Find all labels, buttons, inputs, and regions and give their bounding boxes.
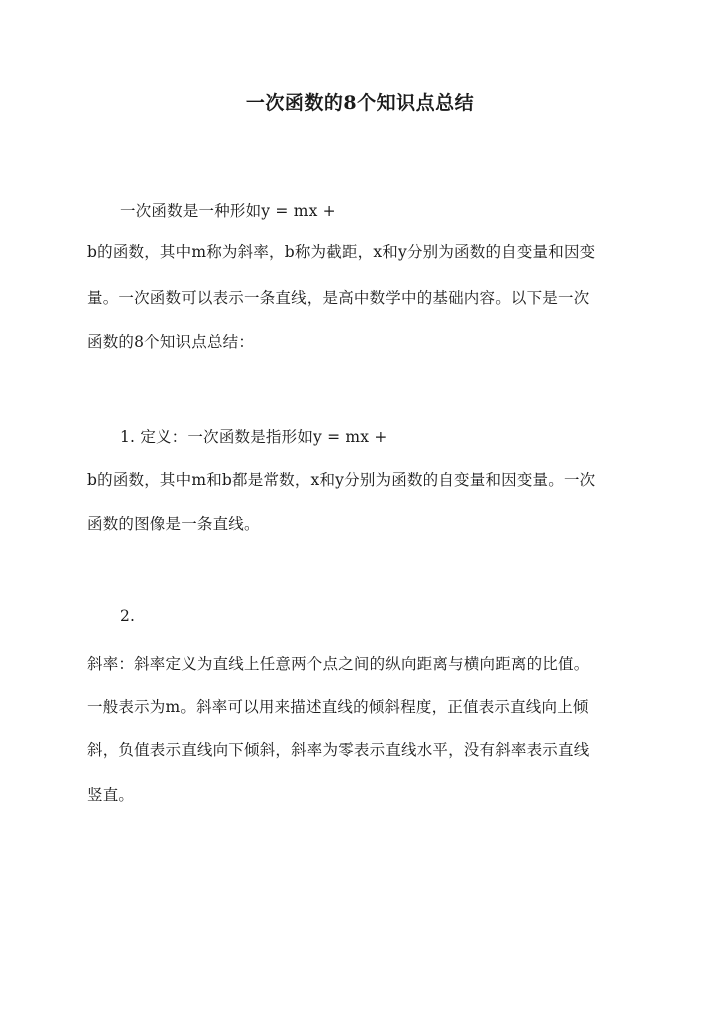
intro-line-4: 函数的8个知识点总结： (87, 333, 255, 351)
intro-line-3: 量。一次函数可以表示一条直线，是高中数学中的基础内容。以下是一次 (87, 289, 590, 307)
point2-line-3: 一般表示为m。斜率可以用来描述直线的倾斜程度，正值表示直线向上倾 (87, 698, 589, 716)
intro-line-2: b的函数，其中m称为斜率，b称为截距，x和y分别为函数的自变量和因变 (87, 243, 596, 261)
point2-line-1: 2. (120, 607, 136, 625)
point2-line-2: 斜率：斜率定义为直线上任意两个点之间的纵向距离与横向距离的比值。 (87, 655, 590, 673)
point2-line-4: 斜，负值表示直线向下倾斜，斜率为零表示直线水平，没有斜率表示直线 (87, 741, 590, 759)
point1-line-3: 函数的图像是一条直线。 (87, 515, 260, 533)
intro-line-1: 一次函数是一种形如y = mx + (120, 202, 336, 220)
point2-line-5: 竖直。 (87, 786, 135, 804)
document-title: 一次函数的8个知识点总结 (245, 92, 475, 114)
point1-line-1: 1. 定义：一次函数是指形如y = mx + (120, 428, 388, 446)
point1-line-2: b的函数，其中m和b都是常数，x和y分别为函数的自变量和因变量。一次 (87, 471, 596, 489)
